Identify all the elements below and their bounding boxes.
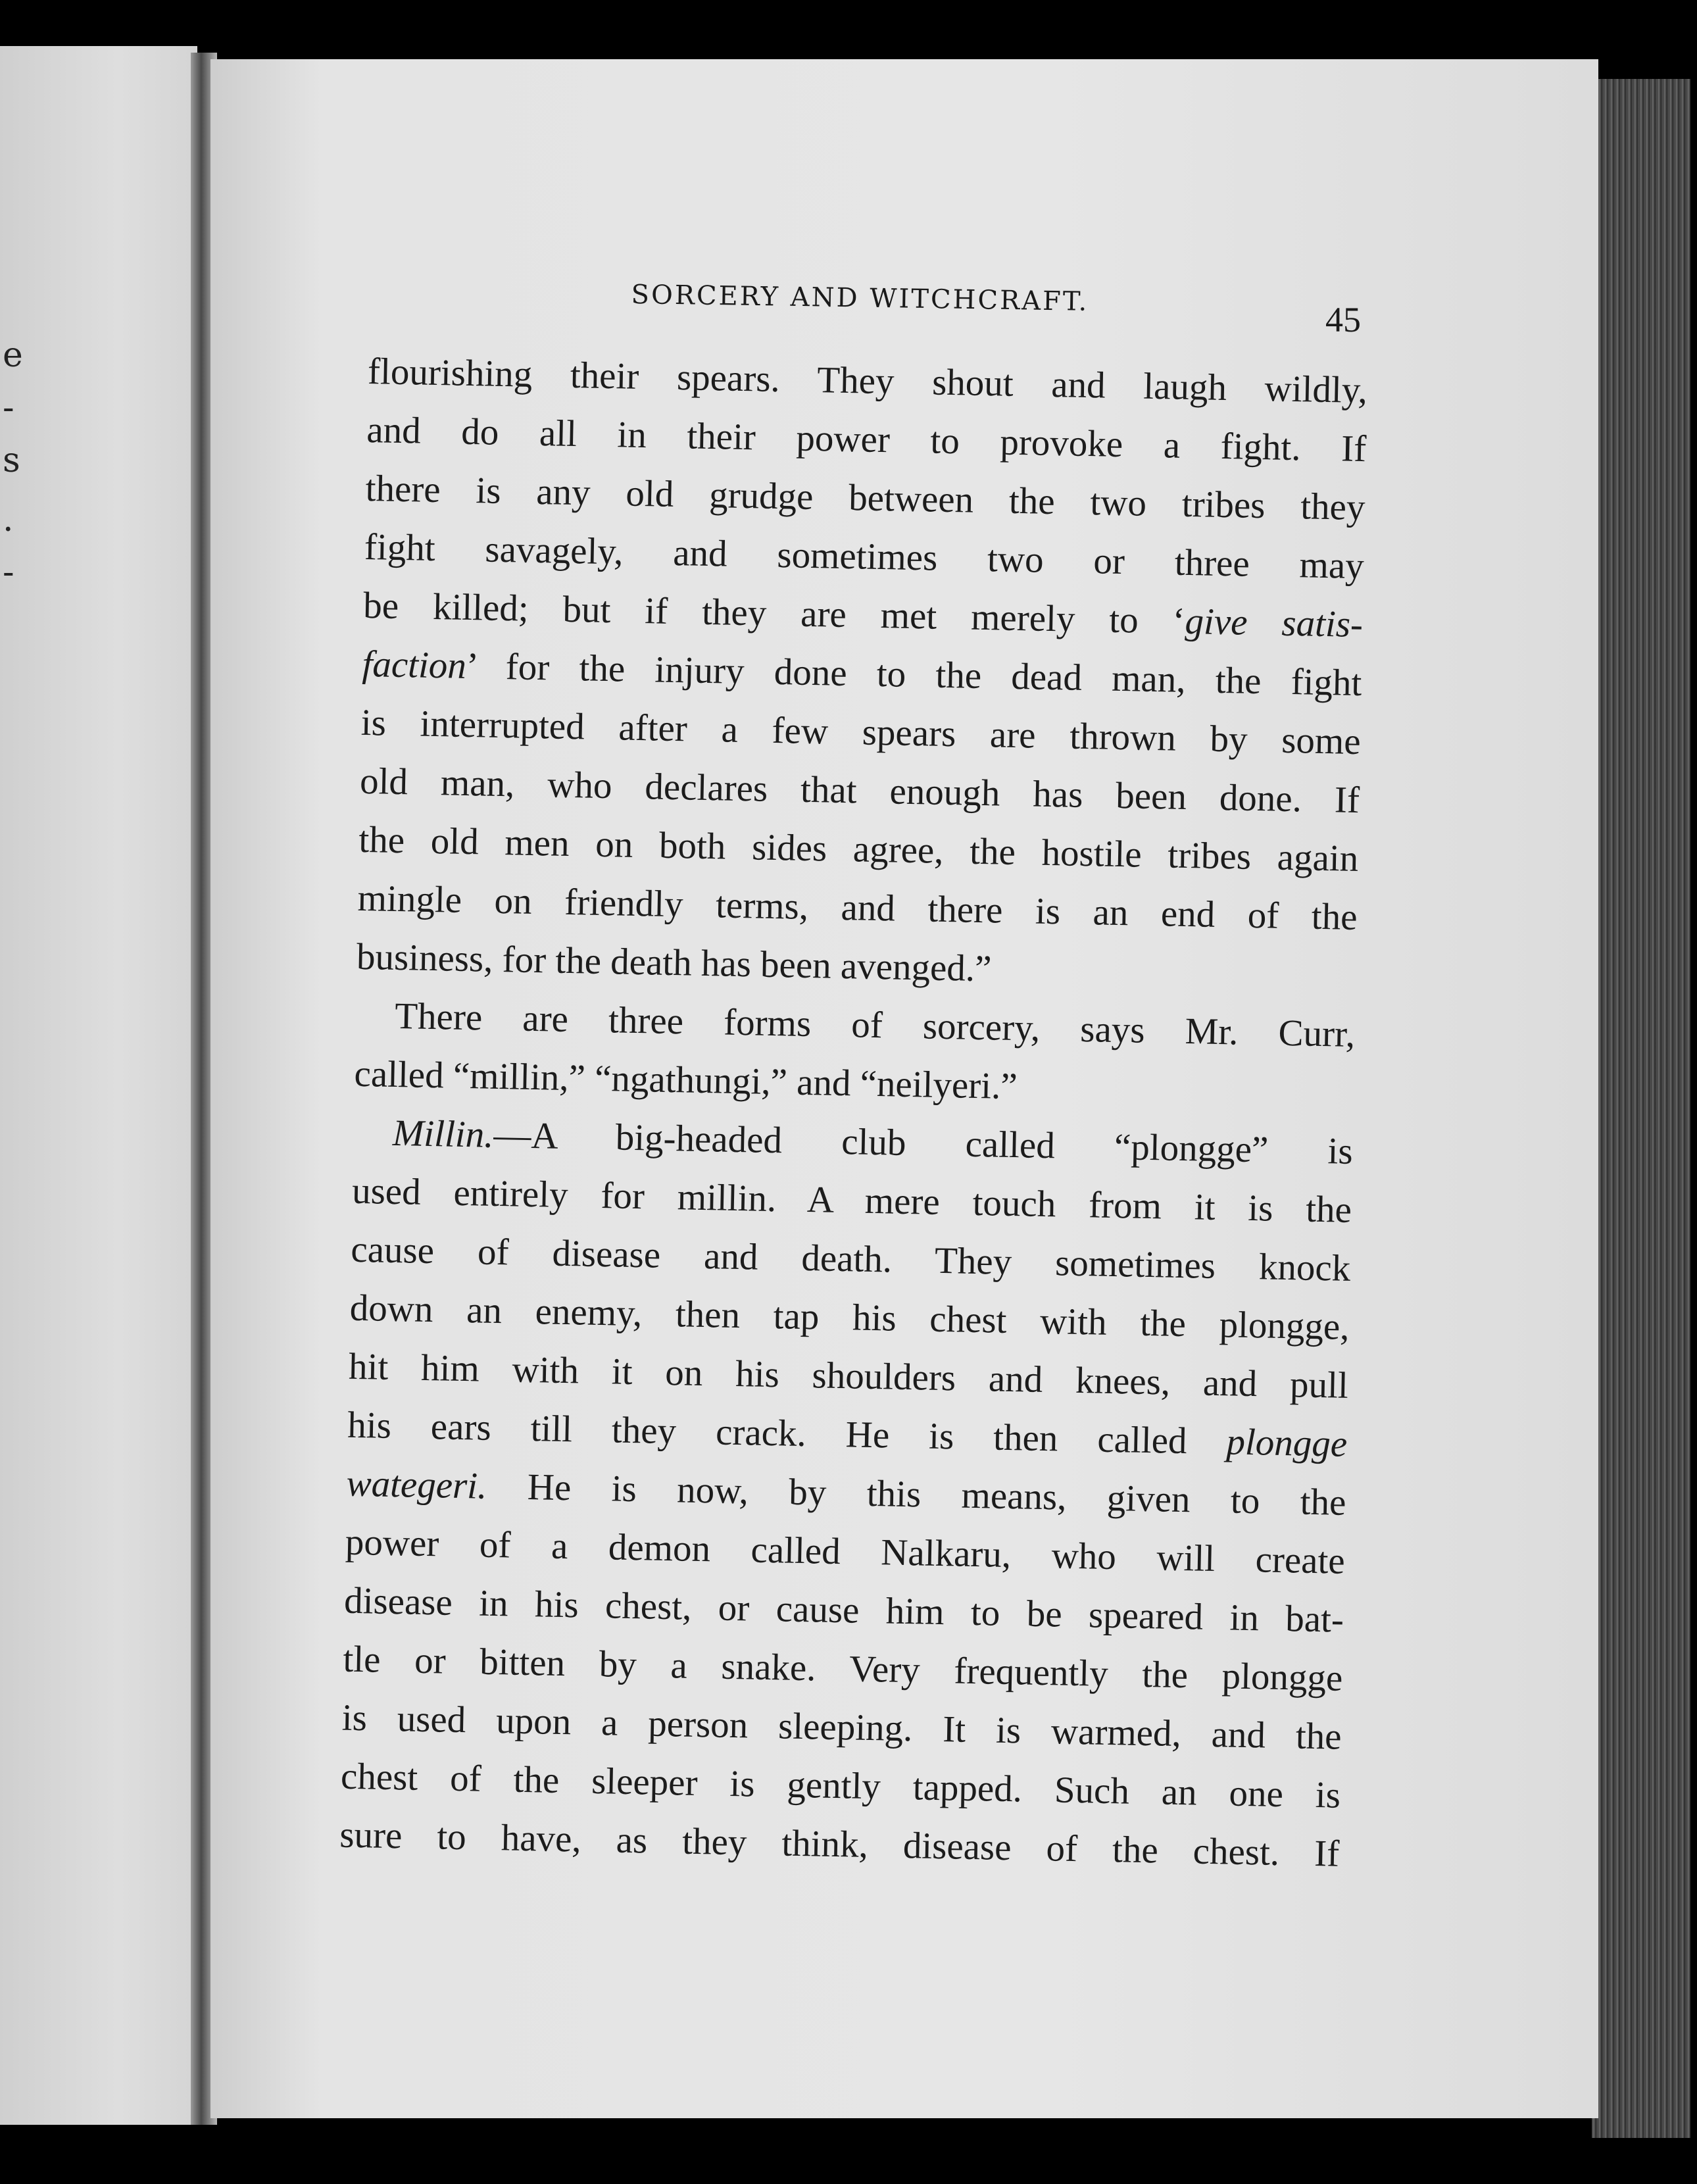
left-page-fragment: e [3, 335, 23, 375]
text-line: called “millin,” “ngathungi,” and “neilyeri.” [354, 1053, 1018, 1108]
italic-phrase: faction [361, 643, 467, 687]
text-line: down an enemy, then tap his chest with the plongge, [349, 1287, 1350, 1348]
italic-phrase: plongge [1225, 1421, 1348, 1465]
previous-page-edge [0, 46, 197, 2125]
text-line: and do all in their power to provoke a fight. If [366, 409, 1367, 470]
left-page-fragment: - [3, 553, 14, 592]
text-line: power of a demon called Nalkaru, who will create [345, 1521, 1346, 1582]
text-run: ’ for the injury done to the dead man, the fight [466, 645, 1362, 705]
text-line: disease in his chest, or cause him to be speared in bat- [343, 1579, 1344, 1641]
italic-phrase: give satis- [1185, 600, 1364, 646]
text-line: used entirely for millin. A mere touch from it is the [351, 1170, 1352, 1231]
text-run: He is now, by this means, given to the [486, 1465, 1347, 1524]
text-line: the old men on both sides agree, the hostile tribes again [358, 818, 1359, 880]
text-line: there is any old grudge between the two tribes they [365, 467, 1366, 529]
text-line: mingle on friendly terms, and there is an end of the [357, 877, 1358, 939]
text-run: —A big-headed club called “plongge” is [493, 1114, 1354, 1172]
text-line: is interrupted after a few spears are thrown by some [360, 701, 1362, 763]
text-line: business, for the death has been avenged.” [356, 935, 992, 990]
text-line: chest of the sleeper is gently tapped. Such an one is [340, 1755, 1341, 1816]
page-number: 45 [1325, 300, 1361, 339]
text-line: old man, who declares that enough has been done. If [359, 760, 1360, 822]
section-heading-millin: Millin. [392, 1112, 495, 1156]
running-title: SORCERY AND WITCHCRAFT. [631, 280, 1089, 317]
text-line: sure to have, as they think, disease of the chest. If [339, 1814, 1340, 1875]
text-line: is used upon a person sleeping. It is warmed, and the [341, 1697, 1342, 1758]
paragraph-first-line: There are three forms of sorcery, says Mr. Curr, [394, 995, 1356, 1055]
italic-phrase: wategeri. [346, 1462, 487, 1507]
text-line: hit him with it on his shoulders and knees, and pull [348, 1345, 1349, 1406]
text-line: fight savagely, and sometimes two or three may [364, 526, 1365, 587]
text-run: his ears till they crack. He is then called [347, 1404, 1227, 1463]
left-page-fragment: . [3, 500, 14, 539]
text-line: flourishing their spears. They shout and laugh wildly, [367, 350, 1368, 412]
left-page-fragment: - [3, 388, 14, 428]
left-page-fragment: s [3, 441, 20, 480]
page-block-edge [1592, 79, 1690, 2138]
text-line: tle or bitten by a snake. Very frequently the plongge [342, 1638, 1343, 1699]
text-line: cause of disease and death. They sometimes knock [350, 1228, 1351, 1289]
text-run: be killed; but if they are met merely to ‘ [362, 584, 1186, 642]
page-body [339, 342, 1368, 1883]
